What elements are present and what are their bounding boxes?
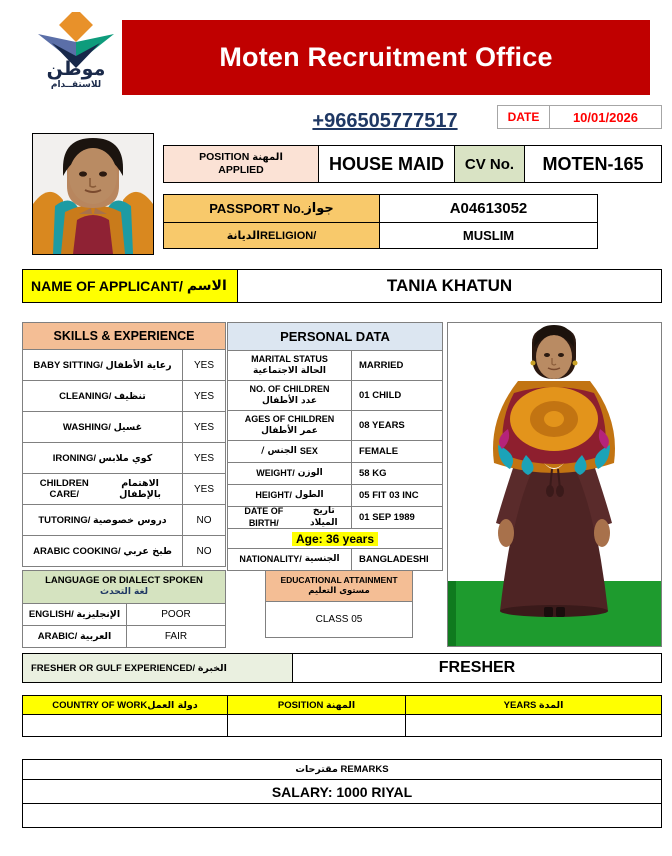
language-value: FAIR	[164, 631, 188, 643]
applicant-name-label-ar: الاسم	[186, 278, 227, 294]
language-label-ar: الإنجليزية	[76, 609, 121, 621]
table-row	[23, 350, 225, 381]
skill-value: NO	[196, 545, 212, 557]
skill-label-en: CHILDREN CARE/	[39, 478, 89, 500]
work-history-table	[22, 695, 662, 737]
religion-row	[164, 223, 597, 249]
company-logo-arabic-text	[30, 60, 122, 90]
work-country-cell[interactable]	[23, 715, 228, 736]
education-table	[265, 570, 413, 638]
logo-arabic-main: موطن	[46, 58, 106, 80]
column-header-years	[406, 696, 661, 714]
table-row	[23, 536, 225, 567]
religion-label-en: RELIGION/	[260, 229, 317, 242]
table-row	[228, 381, 442, 411]
passport-label-ar: جواز	[304, 201, 334, 216]
nationality-label-ar: الجنسية	[304, 553, 340, 564]
cv-number-value: MOTEN-165	[542, 153, 644, 174]
personal-label-ar: عدد الأطفال	[261, 395, 318, 406]
passport-label	[164, 195, 380, 222]
column-header-country	[23, 696, 228, 714]
skill-label-ar: دروس خصوصية	[93, 514, 167, 526]
skill-label-en: WASHING/	[62, 421, 111, 433]
work-years-cell[interactable]	[406, 715, 661, 736]
remarks-label-ar: مقترحات	[295, 764, 338, 775]
position-header-ar: المهنة	[325, 699, 356, 711]
personal-value: 08 YEARS	[359, 420, 405, 431]
table-row	[23, 604, 225, 626]
language-label	[23, 604, 127, 625]
country-header-ar: دولة العمل	[147, 699, 198, 711]
personal-label-en: DATE OF BIRTH/	[244, 506, 284, 528]
table-row	[23, 505, 225, 536]
personal-label-en: WEIGHT/	[256, 467, 295, 478]
language-table	[22, 570, 226, 648]
skill-label-en: IRONING/	[52, 452, 97, 464]
personal-label-ar: الحالة الاجتماعية	[253, 365, 326, 376]
personal-value: FEMALE	[359, 446, 399, 457]
education-value: CLASS 05	[266, 602, 412, 638]
company-title-bar	[122, 20, 650, 95]
work-history-header-row	[23, 696, 661, 715]
remarks-header	[23, 760, 661, 780]
language-title-ar: لغة التحدث	[100, 587, 148, 598]
table-row	[23, 715, 661, 737]
skill-label-en: CLEANING/	[59, 390, 112, 402]
skills-experience-table	[22, 322, 226, 567]
nationality-label	[228, 549, 352, 570]
table-row	[23, 412, 225, 443]
table-row	[228, 463, 442, 485]
language-title-en: LANGUAGE OR DIALECT SPOKEN	[45, 575, 203, 586]
position-label-arabic: المهنة	[252, 151, 283, 163]
nationality-label-en: NATIONALITY/	[239, 553, 302, 564]
personal-value: 05 FIT 03 INC	[359, 490, 419, 501]
skill-value: NO	[196, 514, 212, 526]
date-label: DATE	[498, 106, 550, 128]
experience-label-en: FRESHER OR GULF EXPERIENCED/	[31, 662, 196, 674]
nationality-value: BANGLADESHI	[359, 554, 429, 565]
skill-value: YES	[193, 452, 214, 464]
religion-label	[164, 223, 380, 248]
personal-label	[228, 485, 352, 506]
position-applied-label	[164, 146, 319, 182]
date-box	[497, 105, 662, 129]
passport-row	[164, 195, 597, 223]
position-applied-row	[163, 145, 662, 183]
experience-level-label	[23, 654, 293, 682]
skill-label	[23, 350, 183, 380]
passport-label-en: PASSPORT No.	[209, 201, 305, 216]
personal-value: 01 CHILD	[359, 390, 402, 401]
language-label-en: ENGLISH/	[28, 609, 74, 621]
personal-label-en: MARITAL STATUS	[251, 354, 328, 365]
table-row	[23, 474, 225, 505]
table-row	[228, 549, 442, 571]
skill-label-en: TUTORING/	[38, 514, 91, 526]
table-row	[228, 507, 442, 529]
table-row	[228, 441, 442, 463]
education-title	[266, 571, 412, 602]
remarks-label-en: REMARKS	[340, 764, 389, 775]
skill-label-ar: تنظيف	[113, 390, 146, 402]
document-header	[0, 8, 672, 98]
applicant-name-label	[23, 270, 238, 302]
personal-label	[228, 463, 352, 484]
experience-level-value: FRESHER	[438, 659, 516, 676]
skill-label	[23, 381, 183, 411]
language-label-en: ARABIC/	[37, 631, 78, 643]
personal-label-en: HEIGHT/	[255, 489, 292, 500]
education-title-ar: مستوى التعليم	[308, 586, 370, 597]
passport-value: A04613052	[449, 200, 528, 217]
skill-label-en: BABY SITTING/	[33, 359, 103, 371]
position-header-en: POSITION	[277, 699, 324, 711]
remarks-value: SALARY: 1000 RIYAL	[23, 780, 661, 804]
personal-label-en: SEX	[299, 445, 318, 456]
table-row	[23, 443, 225, 474]
cv-number-label: CV No.	[455, 146, 525, 182]
education-title-en: EDUCATIONAL ATTAINMENT	[280, 575, 398, 585]
skill-label	[23, 474, 183, 504]
skill-value: YES	[193, 390, 214, 402]
skill-label-en: ARABIC COOKING/	[33, 545, 121, 557]
applicant-name-label-en: NAME OF APPLICANT/	[31, 278, 183, 294]
skill-label-ar: رعاية الأطفال	[105, 359, 172, 371]
personal-label-ar: الجنس /	[261, 445, 297, 456]
language-label-ar: العربية	[79, 631, 112, 643]
table-row	[228, 411, 442, 441]
table-row	[23, 381, 225, 412]
personal-data-table	[227, 322, 443, 571]
position-label-line1: POSITION	[199, 150, 250, 163]
contact-phone-number[interactable]: +966505777517	[312, 110, 458, 132]
age-value: Age: 36 years	[292, 532, 378, 546]
skill-label	[23, 412, 183, 442]
experience-level-row	[22, 653, 662, 683]
language-table-title	[23, 571, 225, 604]
skill-label	[23, 505, 183, 535]
remarks-blank-row	[23, 804, 661, 828]
skill-label-ar: الاهتمام بالإطفال	[119, 478, 161, 500]
religion-value: MUSLIM	[462, 228, 515, 243]
experience-label-ar: الخبرة	[197, 662, 227, 674]
logo-arabic-sub: للاستقــدام	[50, 80, 102, 90]
skill-label-ar: غسيل	[113, 421, 143, 433]
personal-label-ar: عمر الأطفال	[261, 425, 318, 436]
personal-label	[228, 351, 352, 380]
personal-label	[228, 441, 352, 462]
personal-value: 01 SEP 1989	[359, 512, 415, 523]
years-header-en: YEARS	[503, 699, 537, 711]
skills-table-title: SKILLS & EXPERIENCE	[23, 323, 225, 350]
skill-label-ar: كوي ملابس	[98, 452, 153, 464]
skill-label	[23, 536, 183, 566]
personal-label	[228, 381, 352, 410]
applicant-name-value: TANIA KHATUN	[386, 276, 513, 295]
personal-value: MARRIED	[359, 360, 404, 371]
table-row	[228, 485, 442, 507]
skill-label	[23, 443, 183, 473]
personal-label	[228, 411, 352, 440]
passport-religion-table	[163, 194, 598, 249]
age-highlight-row	[228, 529, 442, 549]
language-label	[23, 626, 127, 647]
applicant-name-row	[22, 269, 662, 303]
skill-label-ar: طبخ عربي	[123, 545, 172, 557]
work-position-cell[interactable]	[228, 715, 406, 736]
date-value: 10/01/2026	[572, 109, 639, 125]
skill-value: YES	[193, 421, 214, 433]
personal-label-ar: الطول	[294, 489, 324, 500]
column-header-position	[228, 696, 406, 714]
personal-label	[228, 507, 352, 528]
personal-value: 58 KG	[359, 468, 387, 479]
skill-value: YES	[193, 359, 214, 371]
country-header-en: COUNTRY OF WORK	[52, 699, 148, 711]
skill-value: YES	[193, 483, 214, 495]
table-row	[23, 626, 225, 648]
language-value: POOR	[161, 609, 191, 621]
table-row	[228, 351, 442, 381]
personal-data-title: PERSONAL DATA	[228, 323, 442, 351]
remarks-table	[22, 759, 662, 828]
applicant-portrait-photo	[32, 133, 154, 255]
position-applied-value: HOUSE MAID	[319, 146, 455, 182]
personal-label-en: NO. OF CHILDREN	[249, 384, 330, 395]
applicant-full-body-photo	[447, 322, 662, 647]
religion-label-ar: الديانة	[226, 229, 261, 242]
position-label-line2: APPLIED	[218, 164, 264, 177]
personal-label-ar: تاريخ الميلاد	[310, 506, 338, 528]
personal-label-en: AGES OF CHILDREN	[244, 414, 335, 425]
years-header-ar: المدة	[539, 699, 564, 711]
personal-label-ar: الوزن	[297, 467, 323, 478]
company-title: Moten Recruitment Office	[219, 42, 553, 72]
